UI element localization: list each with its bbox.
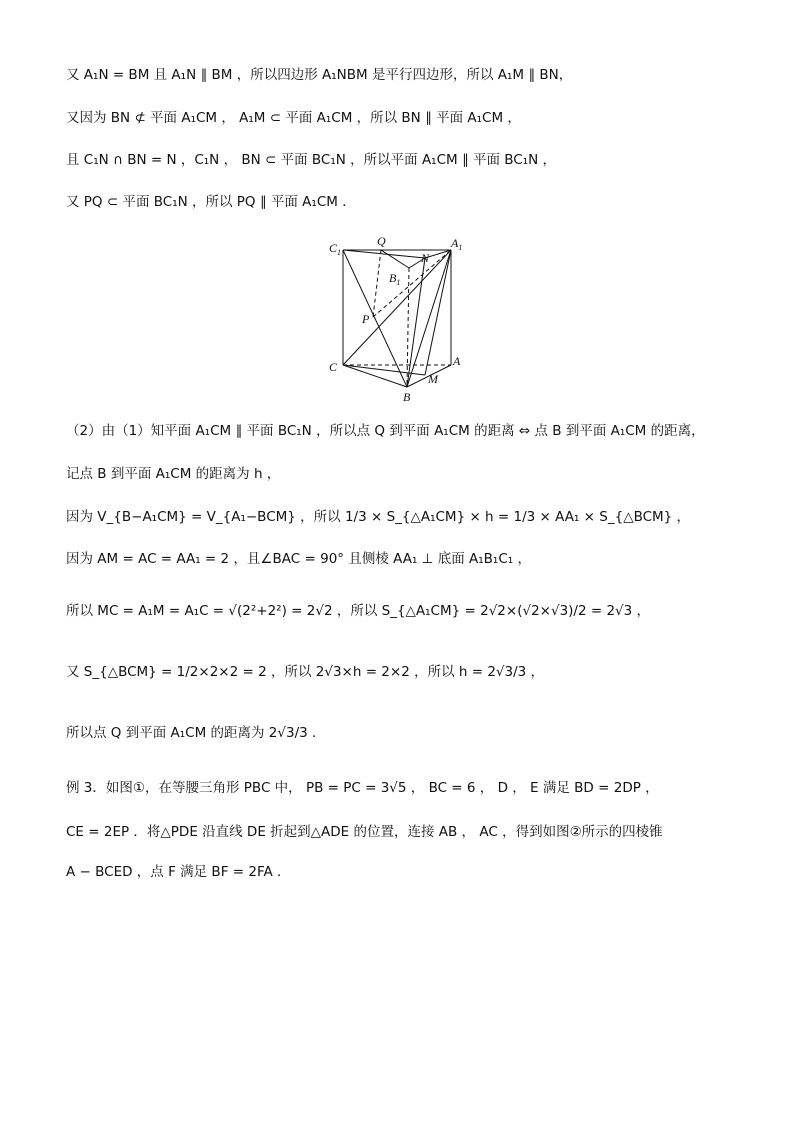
edge-B1B-dashed — [407, 268, 409, 387]
proof-line-2: 又因为 BN ⊄ 平面 A₁CM ， A₁M ⊂ 平面 A₁CM ，所以 BN ∥ 平面 A₁CM ， — [66, 110, 521, 126]
solution-line-11: 所以点 Q 到平面 A₁CM 的距离为 2√3/3 ． — [66, 725, 326, 741]
edge-C1N — [343, 250, 425, 258]
label-C: C — [329, 360, 338, 374]
solution-line-6: 记点 B 到平面 A₁CM 的距离为 h ， — [66, 466, 281, 482]
label-B: B — [403, 390, 411, 404]
edge-CA1 — [343, 250, 451, 365]
proof-line-1: 又 A₁N = BM 且 A₁N ∥ BM ，所以四边形 A₁NBM 是平行四边形，所以 A₁M ∥ BN， — [66, 67, 573, 83]
solution-line-5: （2）由（1）知平面 A₁CM ∥ 平面 BC₁N ，所以点 Q 到平面 A₁CM 的距离 ⇔ 点 B 到平面 A₁CM 的距离， — [66, 423, 705, 439]
solution-line-10: 又 S_{△BCM} = 1/2×2×2 = 2 ，所以 2√3×h = 2×2 ，所以 h = 2√3/3 ， — [66, 664, 545, 680]
label-N: N — [421, 251, 430, 265]
edge-QP-dashed — [373, 250, 381, 317]
proof-line-3: 且 C₁N ∩ BN = N ，C₁N ， BN ⊂ 平面 BC₁N ，所以平面 A₁CM ∥ 平面 BC₁N ， — [66, 152, 557, 168]
edge-NB — [407, 258, 425, 387]
prism-figure — [325, 235, 465, 410]
label-A1: $A_1$ — [451, 236, 463, 252]
example-3-line-2: CE = 2EP ．将△PDE 沿直线 DE 折起到△ADE 的位置，连接 AB ， AC ，得到如图②所示的四棱锥 — [66, 824, 663, 840]
label-B1: $B_1$ — [389, 271, 401, 287]
solution-line-8: 因为 AM = AC = AA₁ = 2 ，且∠BAC = 90° 且侧棱 AA₁ ⊥ 底面 A₁B₁C₁ ， — [66, 551, 531, 567]
example-3-line-3: A − BCED ，点 F 满足 BF = 2FA ． — [66, 864, 291, 880]
label-Q: Q — [377, 235, 386, 248]
label-C1: $C_1$ — [329, 241, 342, 257]
solution-line-9: 所以 MC = A₁M = A₁C = √(2²+2²) = 2√2 ，所以 S_{△A₁CM} = 2√2×(√2×√3)/2 = 2√3 ， — [66, 603, 651, 619]
label-A: A — [453, 354, 461, 368]
edge-A1B — [407, 250, 451, 387]
solution-line-7: 因为 V_{B−A₁CM} = V_{A₁−BCM} ，所以 1/3 × S_{△A₁CM} × h = 1/3 × AA₁ × S_{△BCM} ， — [66, 509, 691, 525]
label-P: P — [362, 312, 370, 326]
edge-CB — [343, 365, 407, 387]
proof-line-4: 又 PQ ⊂ 平面 BC₁N ，所以 PQ ∥ 平面 A₁CM ． — [66, 194, 356, 210]
label-M: M — [428, 372, 438, 386]
example-3-line-1: 例 3．如图①，在等腰三角形 PBC 中， PB = PC = 3√5 ， BC = 6 ， D ， E 满足 BD = 2DP ， — [66, 780, 659, 796]
edge-QB1 — [381, 250, 409, 268]
